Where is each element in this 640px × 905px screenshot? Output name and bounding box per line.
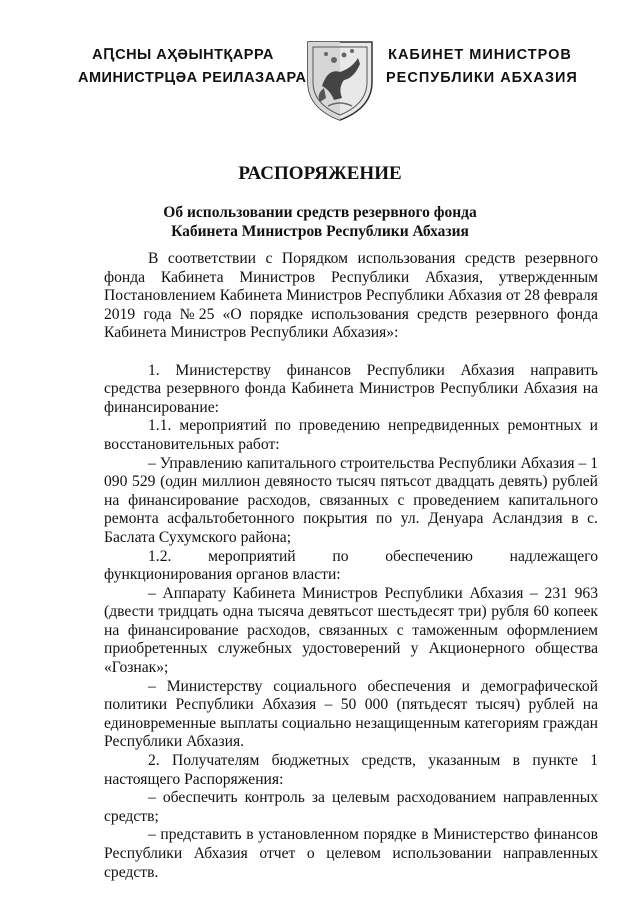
header-left-line2: АМИНИСТРЦӘА РЕИЛАЗААРА [78, 70, 307, 86]
header-russian [386, 44, 578, 90]
paragraph-ucs: – Управлению капитального строительства Республики Абхазия – 1 090 529 (один миллион девяносто тысяч пятьсот двадцать девять) рублей на финансирование расходов, связанных с проведением капитального ремонта асфальтобетонного покрытия по ул. Денуара Асландзия в с. Баслата Сухумского района; [104, 454, 598, 546]
header-left-line1: АԤСНЫ АҲӘЫНТҚАРРА [92, 47, 274, 63]
paragraph-item-1: 1. Министерству финансов Республики Абхазия направить средства резервного фонда Кабинета Министров Республики Абхазия на финансирование: [104, 361, 598, 416]
paragraph-apparatus: – Аппарату Кабинета Министров Республики Абхазия – 231 963 (двести тридцать одна тысяча девятьсот шестьдесят три) рубля 60 копеек на финансирование расходов, связанных с таможенным оформлением приобретенных служебных удостоверений у Акционерного общества «Гознак»; [104, 584, 598, 677]
paragraph-control: – обеспечить контроль за целевым расходованием направленных средств; [104, 789, 598, 825]
document-subtitle [0, 203, 640, 241]
subtitle-line1: Об использовании средств резервного фонда [163, 204, 477, 221]
paragraph-item-1-2: 1.2. мероприятий по обеспечению надлежащего функционирования органов власти: [104, 547, 598, 584]
document-body [104, 250, 598, 882]
abkhazia-coat-of-arms-icon [304, 38, 376, 122]
subtitle-line2: Кабинета Министров Республики Абхазия [171, 223, 469, 240]
paragraph-item-1-1: 1.1. мероприятий по проведению непредвиденных ремонтных и восстановительных работ: [104, 417, 598, 453]
paragraph-preamble: В соответствии с Порядком использования средств резервного фонда Кабинета Министров Республики Абхазия, утвержденным Постановлением Кабинета Министров Республики Абхазия от 28 февраля 2019 года №25 «О порядке использования средств резервного фонда Кабинета Министров Республики Абхазия»: [104, 250, 598, 342]
paragraph-report: – представить в установленном порядке в Министерство финансов Республики Абхазия отчет о целевом использовании направленных средств. [104, 826, 598, 881]
document-title: РАСПОРЯЖЕНИЕ [238, 163, 402, 184]
header-right-line2: РЕСПУБЛИКИ АБХАЗИЯ [386, 70, 578, 86]
header-right-line1: КАБИНЕТ МИНИСТРОВ [388, 47, 572, 63]
header-abkhaz [78, 44, 307, 90]
paragraph-item-2: 2. Получателям бюджетных средств, указанным в пункте 1 настоящего Распоряжения: [104, 752, 598, 788]
paragraph-ministry-social: – Министерству социального обеспечения и демографической политики Республики Абхазия – 50 000 (пятьдесят тысяч) рублей на единовременные выплаты социально незащищенным категориям граждан Республики Абхазия. [104, 677, 598, 751]
